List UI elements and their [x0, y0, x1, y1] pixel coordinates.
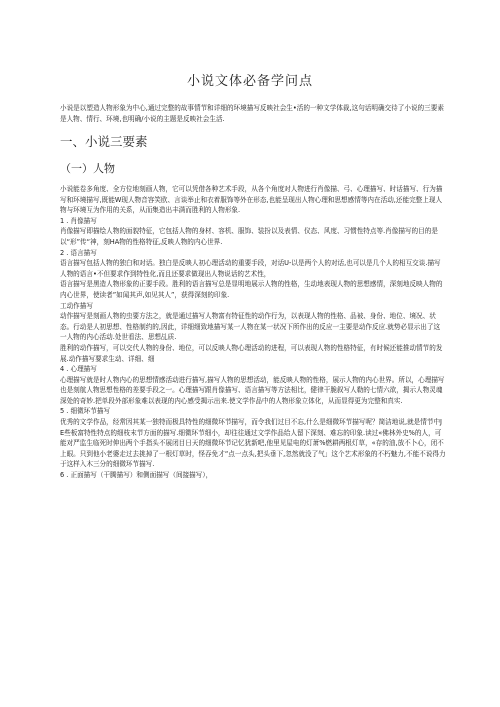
- document-body: [60, 184, 446, 481]
- intro-paragraph: 小说是以塑造人物形象为中心,通过完整的故事情节和详细的环境描写反映社会生•活的一种文学体裁,这句话明确交待了小说的三要素是人物、情行、环境,也明确/小说的主题是反映社会生活.: [60, 104, 444, 123]
- item-heading: 6 . 正面描写（干腾描写）和侧面描写（间接描写），: [60, 471, 213, 480]
- paragraph: 语言描写包括人物的独白和对话。独白是反映人初心理活动的重要手段，对话U-以是两个人的对话,也可以是几个人的相互交谈.描写人物的语言•不但要求作到特性化,而且还要求做现出人物说话的艺术性，: [60, 259, 441, 278]
- document-title: 小说文体必备学问点: [186, 74, 313, 89]
- item-heading: 2 . 语言描写: [60, 248, 97, 257]
- item-heading: 5 . 细微环节描写: [60, 407, 111, 416]
- section-heading: 一、小说三要素: [60, 134, 148, 149]
- paragraph: 动作描写是刻画人物的虫要方法之，就是通过描写人物富有特征性的动作行为，以表现人物的性格、品被、身份、地位、境况、状态。行动是人初思想、性格制约的,因此，详细细致地描写某一人物在某一状况下所作出的反应一主要是动作反应.就势必显示出了这一人物的内心活动.处世看法、思想乩质.: [60, 312, 441, 342]
- paragraph: 心理描写就是时人物内心的思想情感活动进行描写,描写人物的思想活动，能反映人物的性格，展示人物的内心世界。所以，心理描写也是刻航人物思想性格的差要手段之一。心理描写跟肖像描写、语言描写等方法相比，健律干脆叙写人勒的七情六欲，揭示人物灵魂深处的奇妙.把单段外部形象难以表现的内心感受揭示出来.使文学作品中的人物形象立体化，从而显得更为完整和真实.: [60, 375, 445, 405]
- paragraph: 语言描写是黑造人物形象的正要手段。胜利的语言描写总是显明地展示人物的性格，生动地表现人物的思想感情，深刻地反映人物的内心世界，使读者”如闻其声,如见其人”，获得深刻的印象.: [60, 280, 443, 299]
- subsection-heading: （一）人物: [60, 162, 115, 175]
- item-heading: 4 . 心理描写: [60, 365, 97, 374]
- item-heading: 工动作描写: [60, 301, 93, 310]
- paragraph: 肖像描写即描绘人物的面貌特征，它包括人物的身材、容机、服饰、装扮以及表情、仪态、风度、习惯性特点等.肖像描写的目的是以“形”传“神，刻HA物的性格特征,反映人物的内心世界.: [60, 227, 438, 246]
- paragraph: 胜利的动作描写，可以交代人物的身份、地位，可以反映人物心理活动的进程，可以表现人物的性格特征，有时候还能推动情节的发展.动作描写要求生动、详细、细: [60, 343, 443, 363]
- item-heading: 1 . 肖像描写: [60, 216, 97, 225]
- paragraph: 小说能卷多角度、全方位地刻画人物，它可以凭借各种艺术手段，从各个角度对人物进行肖像描、弓、心理描写、时话描写、行为描写和环境描写,既能W现人物音容笑欧、言谈举止和衣着服饰等外在形态,也能呈现出人物心理和思想感情等内在活动,还能完整上现人物与环境互为作用的关系，从而集造出丰满而胜利的人物形象.: [60, 185, 443, 215]
- paragraph: 优秀的文学作品，经常因其某一独特而极具特性的细微环节描写，而令我们过目不忘,什么是细微环节描写呢？简洁地说,就是情节中JE些板富特性特点的细枝末节方面的描写.细微环节细小，却往往通过文学作品给人留下深刻、难忘的印象.读过«佛林外史%的人，可能对严监生临死时伸出两个手指头不展闭目日天的细微环节记忆犹新吧,他里见屋电的灯萧%燃耕两根灯草，«存的油,放不卜心，闭不上眼。只到他小老婆走过去挑掉了一根灯草时，怪吞免才“点一点头,把头垂下,忽然就没了气」这个艺术形象的不朽魅力,不能不说得力于这样入木三分的细微环节描写.: [60, 418, 446, 469]
